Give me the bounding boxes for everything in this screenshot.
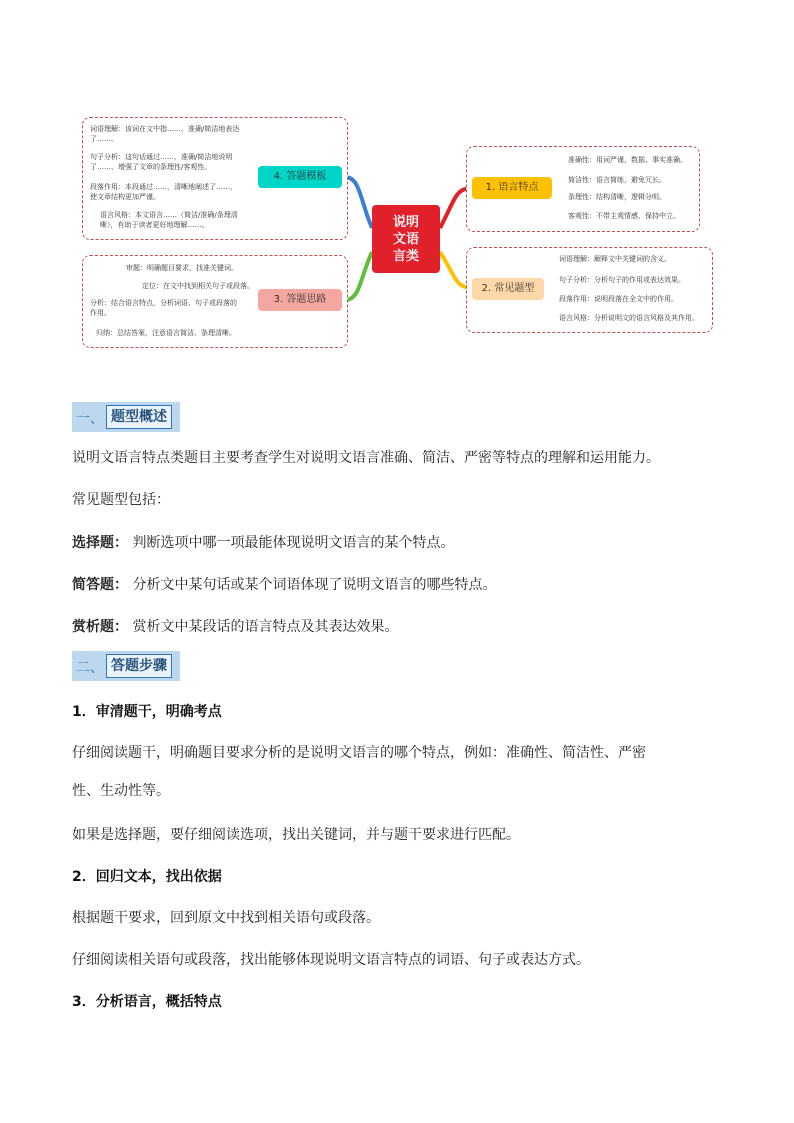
step1-heading: 1．审清题干，明确考点 (72, 704, 222, 720)
center-line-3: 言类 (392, 248, 419, 264)
branch1-item: 条理性：结构清晰，逻辑分明。 (568, 193, 666, 201)
branch4-item: 词语理解：该词在文中指……，准确/简洁地表达了……。 (90, 125, 240, 143)
branch4-node: 4. 答题模板 (258, 166, 342, 188)
step1-paragraph-2: 如果是选择题，要仔细阅读选项，找出关键词，并与题干要求进行匹配。 (72, 827, 520, 843)
branch4-item: 句子分析：这句话通过……，准确/简洁地说明了……，增强了文章的条理性/客观性。 (90, 153, 233, 171)
section1-intro: 说明文语言特点类题目主要考查学生对说明文语言准确、简洁、严密等特点的理解和运用能力。 (72, 450, 660, 466)
branch4-item: 段落作用：本段通过……，清晰地阐述了……，使文章结构更加严谨。 (90, 183, 237, 201)
branch2-item: 句子分析：分析句子的作用或表达效果。 (559, 276, 685, 284)
type-label: 选择题： (72, 535, 128, 551)
branch4-item: 语言风格：本文语言……（简洁/准确/条理清晰），有助于读者更好地理解……。 (100, 211, 238, 229)
type-label: 简答题： (72, 577, 128, 593)
branch2-item: 语言风格：分析说明文的语言风格及其作用。 (559, 314, 699, 322)
branch3-item: 归纳：总结答案，注意语言简洁、条理清晰。 (96, 329, 236, 337)
type-text: 赏析文中某段话的语言特点及其表达效果。 (132, 619, 399, 635)
step2-paragraph-2: 仔细阅读相关语句或段落，找出能够体现说明文语言特点的词语、句子或表达方式。 (72, 952, 590, 968)
center-line-1: 说明 (392, 214, 419, 230)
step2-heading: 2．回归文本，找出依据 (72, 869, 222, 885)
branch3-item: 分析：结合语言特点，分析词语、句子或段落的作用。 (90, 299, 237, 317)
type-item-short-answer (72, 574, 732, 594)
center-node (372, 205, 440, 273)
type-item-appreciation (72, 616, 732, 636)
step1-paragraph-cont: 性、生动性等。 (72, 783, 170, 799)
section2-title: 答题步骤 (106, 654, 172, 678)
section1-title: 题型概述 (106, 405, 172, 429)
step1-paragraph: 仔细阅读题干，明确题目要求分析的是说明文语言的哪个特点，例如：准确性、简洁性、严密 (72, 745, 646, 761)
step2-paragraph: 根据题干要求，回到原文中找到相关语句或段落。 (72, 910, 380, 926)
section1-number: 一、 (76, 411, 104, 427)
type-label: 赏析题： (72, 619, 128, 635)
section2-header (72, 651, 180, 681)
section2-number: 二、 (76, 660, 104, 676)
type-text: 分析文中某句话或某个词语体现了说明文语言的哪些特点。 (132, 577, 497, 593)
step3-heading: 3．分析语言，概括特点 (72, 994, 222, 1010)
branch2-item: 词语理解：解释文中关键词的含义。 (559, 255, 671, 263)
branch3-item: 定位：在文中找到相关句子或段落。 (142, 282, 254, 290)
branch1-node: 1. 语言特点 (472, 177, 552, 199)
branch1-item: 客观性：不带主观情感，保持中立。 (568, 212, 680, 220)
section1-lead: 常见题型包括： (72, 492, 170, 508)
branch1-item: 准确性：用词严谨、数据、事实准确。 (568, 156, 687, 164)
center-line-2: 文语 (392, 231, 419, 247)
branch3-item: 审题：明确题目要求，找准关键词。 (126, 264, 238, 272)
branch1-item: 简洁性：语言简练，避免冗长。 (568, 176, 666, 184)
section1-header (72, 402, 180, 432)
type-item-choice (72, 532, 732, 552)
branch3-node: 3. 答题思路 (258, 289, 342, 311)
branch2-item: 段落作用：说明段落在全文中的作用。 (559, 295, 678, 303)
type-text: 判断选项中哪一项最能体现说明文语言的某个特点。 (132, 535, 455, 551)
branch2-node: 2. 常见题型 (472, 278, 544, 300)
